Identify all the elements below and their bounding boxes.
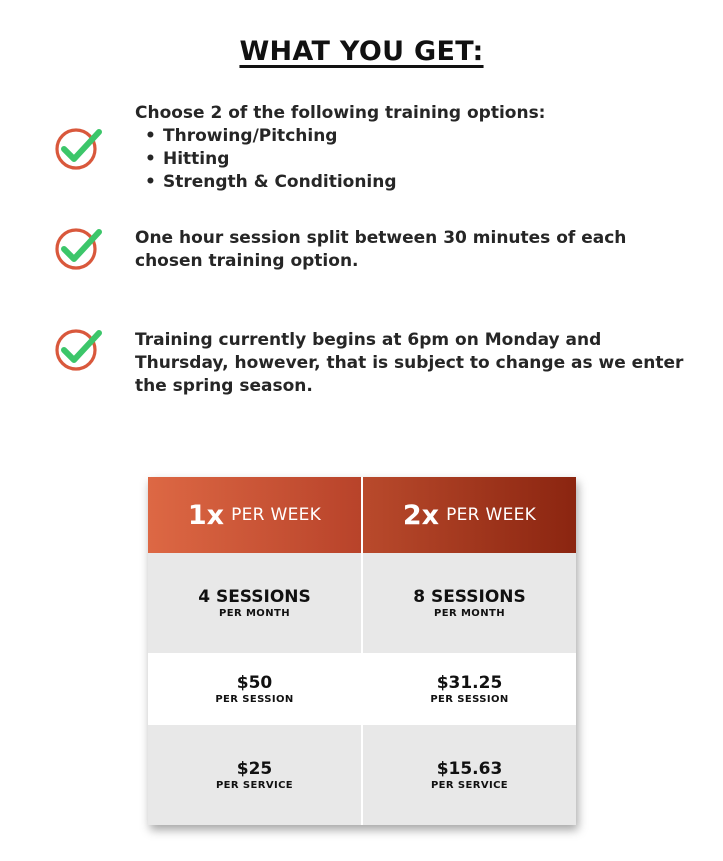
price-per-session-label: PER SESSION	[215, 693, 294, 705]
price-per-service: $25	[236, 758, 273, 779]
price-per-session: $50	[236, 672, 273, 693]
feature-text	[135, 227, 695, 273]
price-per-session: $31.25	[436, 672, 503, 693]
feature-line: Thursday, however, that is subject to change as we enter	[135, 353, 684, 373]
pricing-table	[148, 477, 576, 825]
price-per-service-label: PER SERVICE	[430, 779, 509, 791]
list-item: • Hitting	[145, 148, 695, 171]
frequency-unit: PER WEEK	[231, 505, 322, 525]
checkmark-circle-icon	[54, 325, 110, 375]
list-item: • Throwing/Pitching	[145, 125, 695, 148]
feature-text	[135, 102, 695, 194]
feature-line: One hour session split between 30 minutes of each	[135, 228, 627, 248]
feature-text	[135, 329, 695, 398]
sessions-cell	[148, 553, 361, 653]
price-per-session-cell	[363, 653, 576, 725]
price-per-session-cell	[148, 653, 361, 725]
price-per-service-cell	[148, 725, 361, 825]
sessions-count: 4 SESSIONS	[198, 586, 311, 607]
pricing-column-header	[148, 477, 361, 553]
feature-line: chosen training option.	[135, 251, 359, 271]
sessions-cell	[363, 553, 576, 653]
pricing-column-2x	[363, 477, 576, 825]
checkmark-circle-icon	[54, 124, 110, 174]
sessions-count: 8 SESSIONS	[413, 586, 526, 607]
frequency-number: 2x	[402, 499, 440, 531]
frequency-number: 1x	[187, 499, 225, 531]
price-per-service-label: PER SERVICE	[215, 779, 294, 791]
pricing-column-header	[363, 477, 576, 553]
list-item: • Strength & Conditioning	[145, 171, 695, 194]
sessions-unit: PER MONTH	[219, 607, 290, 619]
page-title: WHAT YOU GET:	[239, 36, 484, 67]
price-per-service-cell	[363, 725, 576, 825]
checkmark-circle-icon	[54, 224, 110, 274]
sessions-unit: PER MONTH	[434, 607, 505, 619]
frequency-unit: PER WEEK	[446, 505, 537, 525]
feature-line: Choose 2 of the following training options:	[135, 103, 546, 123]
price-per-service: $15.63	[436, 758, 503, 779]
feature-line: Training currently begins at 6pm on Monday and	[135, 330, 602, 350]
pricing-column-1x	[148, 477, 361, 825]
feature-line: the spring season.	[135, 376, 313, 396]
price-per-session-label: PER SESSION	[430, 693, 509, 705]
training-options-list	[135, 125, 695, 194]
